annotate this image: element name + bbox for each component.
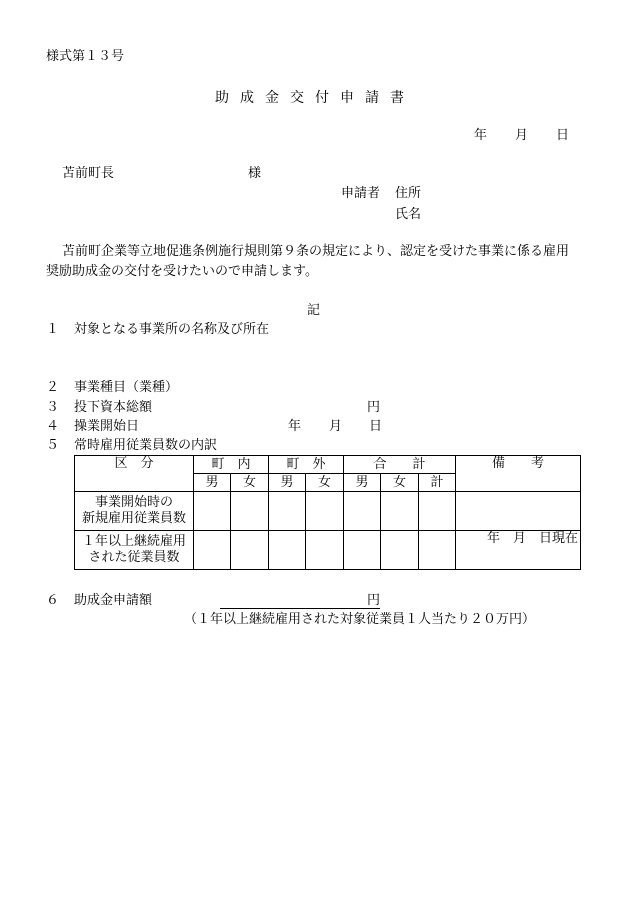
amount-underline xyxy=(220,608,380,609)
item-3-number: ３ xyxy=(46,400,60,415)
header-kubun: 区 分 xyxy=(75,456,194,492)
header-total-female: 女 xyxy=(381,474,419,492)
applicant-address-label: 住所 xyxy=(395,186,422,201)
item-6-number: ６ xyxy=(46,593,60,608)
item-2-number: ２ xyxy=(46,380,60,395)
cell-new-total-male[interactable] xyxy=(344,492,381,531)
cell-new-total-sum[interactable] xyxy=(419,492,456,531)
item-5-label: 常時雇用従業員数の内訳 xyxy=(74,438,218,453)
date-month-label: 月 xyxy=(515,128,529,143)
employee-breakdown-table xyxy=(74,455,581,570)
cell-new-town-in-male[interactable] xyxy=(194,492,231,531)
header-total-sum: 計 xyxy=(419,474,456,492)
date-day-label: 日 xyxy=(556,128,570,143)
form-number: 様式第１３号 xyxy=(46,49,125,64)
header-town-in-female: 女 xyxy=(231,474,269,492)
item-3-label: 投下資本総額 xyxy=(74,400,153,415)
table-row xyxy=(75,492,581,531)
cell-cont-remarks[interactable]: 年 月 日現在 xyxy=(456,531,581,570)
row-label-new-hires-line2: 新規雇用従業員数 xyxy=(81,511,186,526)
page-title: 助成金交付申請書 xyxy=(215,90,415,106)
row-label-new-hires-line1: 事業開始時の xyxy=(94,495,173,510)
item-1-number: １ xyxy=(46,322,60,337)
item-5-number: ５ xyxy=(46,438,60,453)
cell-cont-total-sum[interactable] xyxy=(419,531,456,570)
table-row xyxy=(75,531,581,570)
cell-cont-town-out-male[interactable] xyxy=(269,531,306,570)
ki-label: 記 xyxy=(307,303,321,318)
item-4-label: 操業開始日 xyxy=(74,419,140,434)
header-remarks: 備 考 xyxy=(456,456,581,492)
cell-new-town-out-male[interactable] xyxy=(269,492,306,531)
cell-cont-town-in-male[interactable] xyxy=(194,531,231,570)
cell-cont-total-female[interactable] xyxy=(381,531,419,570)
item-3-unit: 円 xyxy=(367,400,381,415)
cell-cont-town-in-female[interactable] xyxy=(231,531,269,570)
item-4-month: 月 xyxy=(329,419,343,434)
item-1-label: 対象となる事業所の名称及び所在 xyxy=(74,322,270,337)
header-town-in-male: 男 xyxy=(194,474,231,492)
applicant-label: 申請者 xyxy=(341,186,381,201)
header-town-in: 町 内 xyxy=(194,456,269,474)
item-2-label: 事業種目（業種） xyxy=(74,380,179,395)
item-4-day: 日 xyxy=(369,419,383,434)
cell-new-total-female[interactable] xyxy=(381,492,419,531)
date-year-label: 年 xyxy=(474,128,488,143)
row-label-continued-line1: １年以上継続雇用 xyxy=(81,534,186,549)
row-label-new-hires xyxy=(75,492,194,531)
header-town-out: 町 外 xyxy=(269,456,344,474)
header-total-male: 男 xyxy=(344,474,381,492)
cell-new-remarks[interactable] xyxy=(456,492,581,531)
item-6-note: （１年以上継続雇用された対象従業員１人当たり２０万円） xyxy=(184,612,536,627)
cell-cont-total-male[interactable] xyxy=(344,531,381,570)
body-text-line2: 奨励助成金の交付を受けたいので申請します。 xyxy=(46,264,318,279)
header-town-out-female: 女 xyxy=(306,474,344,492)
item-4-year: 年 xyxy=(288,419,302,434)
header-total: 合 計 xyxy=(344,456,456,474)
row-label-continued xyxy=(75,531,194,570)
item-4-number: ４ xyxy=(46,419,60,434)
row-label-continued-line2: された従業員数 xyxy=(88,550,180,565)
addressee-name: 苫前町長 xyxy=(62,166,115,181)
addressee-honorific: 様 xyxy=(248,166,262,181)
body-text-line1: 苫前町企業等立地促進条例施行規則第９条の規定により、認定を受けた事業に係る雇用 xyxy=(62,244,570,259)
cell-cont-town-out-female[interactable] xyxy=(306,531,344,570)
cell-new-town-in-female[interactable] xyxy=(231,492,269,531)
applicant-name-label: 氏名 xyxy=(395,207,422,222)
item-6-label: 助成金申請額 xyxy=(74,593,153,608)
header-town-out-male: 男 xyxy=(269,474,306,492)
cell-new-town-out-female[interactable] xyxy=(306,492,344,531)
item-6-unit: 円 xyxy=(367,593,381,608)
